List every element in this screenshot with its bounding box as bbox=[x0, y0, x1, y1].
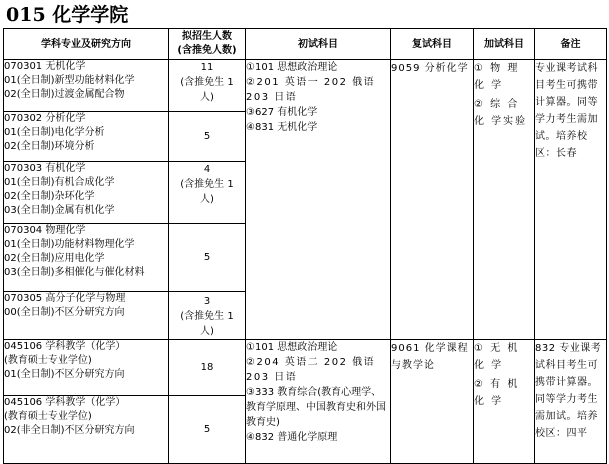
count-line: 5 bbox=[203, 131, 211, 142]
extra-subjects-cell bbox=[474, 340, 535, 464]
count-line: (含推免生 1 bbox=[180, 311, 234, 322]
major-line: 03(全日制)金属有机化学 bbox=[4, 205, 115, 216]
major-line: 070305 高分子化学与物理 bbox=[4, 293, 126, 304]
prelim-subject: ①101 思想政治理论 bbox=[246, 342, 338, 353]
extra-subject: ② 综 合 化 学实验 bbox=[474, 99, 528, 127]
major-line: 03(全日制)多相催化与催化材料 bbox=[4, 267, 145, 278]
prelim-subject: ②201 英语一 202 俄语 203 日语 bbox=[246, 77, 376, 103]
major-line: 01(全日制)功能材料物理化学 bbox=[4, 239, 135, 250]
prelim-subject: ③333 教育综合(教育心理学、教育学原理、中国教育史和外国教育史) bbox=[246, 387, 386, 428]
header-extra: 加试科目 bbox=[474, 29, 535, 60]
major-line: 01(全日制)不区分研究方向 bbox=[4, 369, 125, 380]
major-line: (教育硕士专业学位) bbox=[4, 411, 92, 422]
major-cell bbox=[4, 112, 169, 162]
major-line: 045106 学科教学（化学） bbox=[4, 341, 126, 352]
major-line: 070304 物理化学 bbox=[4, 225, 86, 236]
header-row bbox=[4, 29, 607, 60]
table-row bbox=[4, 60, 607, 112]
count-cell bbox=[169, 60, 246, 112]
retest-subject-cell: 9061 化学课程与教学论 bbox=[391, 340, 474, 464]
major-line: 01(全日制)有机合成化学 bbox=[4, 177, 115, 188]
count-cell bbox=[169, 112, 246, 162]
prelim-subject: ②204 英语二 202 俄语 203 日语 bbox=[246, 357, 376, 383]
major-line: 045106 学科教学（化学） bbox=[4, 397, 126, 408]
major-line: 02(全日制)杂环化学 bbox=[4, 191, 95, 202]
table-row bbox=[4, 340, 607, 396]
notes-cell: 832 专业课考试科目考生可携带计算器。同等学力考生需加试。培养校区：四平 bbox=[535, 340, 607, 464]
count-line: 5 bbox=[203, 424, 211, 435]
major-line: (教育硕士专业学位) bbox=[4, 355, 92, 366]
major-line: 070301 无机化学 bbox=[4, 61, 86, 72]
major-cell bbox=[4, 224, 169, 292]
count-line: 人) bbox=[200, 326, 214, 337]
count-line: 人) bbox=[200, 92, 214, 103]
extra-subject: ② 有 机 化 学 bbox=[474, 379, 520, 407]
major-line: 070303 有机化学 bbox=[4, 163, 86, 174]
count-line: 18 bbox=[200, 362, 214, 373]
prelim-subjects-cell bbox=[246, 340, 391, 464]
major-line: 02(全日制)环境分析 bbox=[4, 141, 95, 152]
extra-subjects-cell bbox=[474, 60, 535, 340]
count-line: 11 bbox=[200, 62, 214, 73]
major-line: 01(全日制)新型功能材料化学 bbox=[4, 75, 135, 86]
major-line: 02(全日制)过渡金属配合物 bbox=[4, 89, 125, 100]
major-line: 070302 分析化学 bbox=[4, 113, 86, 124]
count-line: 4 bbox=[203, 164, 211, 175]
major-line: 02(全日制)应用电化学 bbox=[4, 253, 105, 264]
retest-subject-cell: 9059 分析化学 bbox=[391, 60, 474, 340]
admissions-table bbox=[3, 28, 607, 464]
header-prelim: 初试科目 bbox=[246, 29, 391, 60]
count-line: 人) bbox=[200, 194, 214, 205]
prelim-subject: ④832 普通化学原理 bbox=[246, 432, 338, 443]
count-line: (含推免生 1 bbox=[180, 179, 234, 190]
header-retest: 复试科目 bbox=[391, 29, 474, 60]
major-cell bbox=[4, 292, 169, 340]
major-cell bbox=[4, 60, 169, 112]
header-notes: 备注 bbox=[535, 29, 607, 60]
count-cell bbox=[169, 224, 246, 292]
count-line: (含推免生 1 bbox=[180, 77, 234, 88]
notes-cell: 专业课考试科目考生可携带计算器。同等学力考生需加试。培养校区：长春 bbox=[535, 60, 607, 340]
count-cell bbox=[169, 162, 246, 224]
count-line: 5 bbox=[203, 252, 211, 263]
major-line: 00(全日制)不区分研究方向 bbox=[4, 307, 125, 318]
header-count bbox=[169, 29, 246, 60]
count-line: 3 bbox=[203, 296, 211, 307]
prelim-subject: ④831 无机化学 bbox=[246, 122, 318, 133]
prelim-subject: ①101 思想政治理论 bbox=[246, 62, 338, 73]
count-cell bbox=[169, 396, 246, 464]
major-cell bbox=[4, 162, 169, 224]
count-cell bbox=[169, 340, 246, 396]
extra-subject: ① 无 机 化 学 bbox=[474, 343, 520, 371]
major-cell bbox=[4, 396, 169, 464]
major-line: 01(全日制)电化学分析 bbox=[4, 127, 105, 138]
header-major: 学科专业及研究方向 bbox=[4, 29, 169, 60]
prelim-subjects-cell bbox=[246, 60, 391, 340]
count-cell bbox=[169, 292, 246, 340]
extra-subject: ① 物 理 化 学 bbox=[474, 63, 520, 91]
header-count-line1: 拟招生人数 bbox=[182, 31, 232, 42]
major-cell bbox=[4, 340, 169, 396]
page-title: 015 化学学院 bbox=[6, 4, 129, 26]
prelim-subject: ③627 有机化学 bbox=[246, 107, 318, 118]
major-line: 02(非全日制)不区分研究方向 bbox=[4, 425, 135, 436]
header-count-line2: (含推免人数) bbox=[177, 45, 237, 56]
